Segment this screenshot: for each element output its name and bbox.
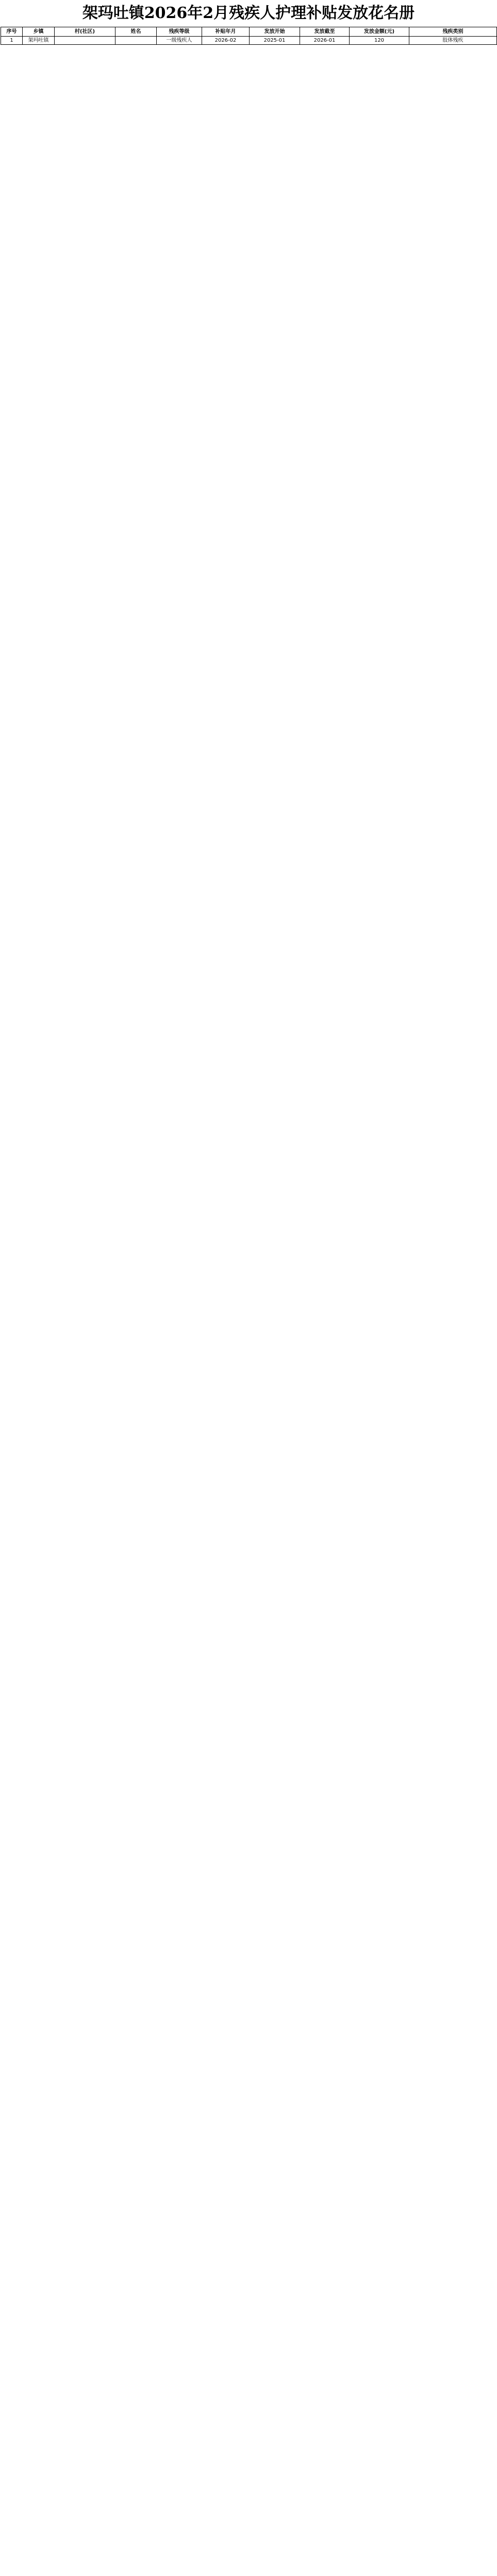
cell-subsidy-month: 2026-02: [202, 37, 250, 45]
cell-index: 1: [1, 37, 23, 45]
cell-start: 2025-01: [250, 37, 300, 45]
header-end: 发放截至: [300, 27, 350, 37]
cell-end: 2026-01: [300, 37, 350, 45]
cell-name: [115, 37, 157, 45]
cell-amount: 120: [350, 37, 409, 45]
header-amount: 发放金额(元): [350, 27, 409, 37]
header-subsidy-month: 补贴年月: [202, 27, 250, 37]
roster-table: [1, 27, 497, 45]
cell-disability-grade: 一级残疾人: [157, 37, 202, 45]
header-village: 村(社区): [55, 27, 115, 37]
cell-disability-type: 肢体残疾: [409, 37, 497, 45]
roster-body: [1, 37, 497, 45]
header-name: 姓名: [115, 27, 157, 37]
header-disability-grade: 残疾等级: [157, 27, 202, 37]
header-index: 序号: [1, 27, 23, 37]
document-page: [0, 0, 497, 45]
cell-town: 架玛吐镇: [23, 37, 55, 45]
table-header-row: [1, 27, 497, 37]
table-row: [1, 37, 497, 45]
document-title: 架玛吐镇2026年2月残疾人护理补贴发放花名册: [82, 4, 415, 22]
header-disability-type: 残疾类别: [409, 27, 497, 37]
cell-village: [55, 37, 115, 45]
header-town: 乡镇: [23, 27, 55, 37]
header-start: 发放开始: [250, 27, 300, 37]
